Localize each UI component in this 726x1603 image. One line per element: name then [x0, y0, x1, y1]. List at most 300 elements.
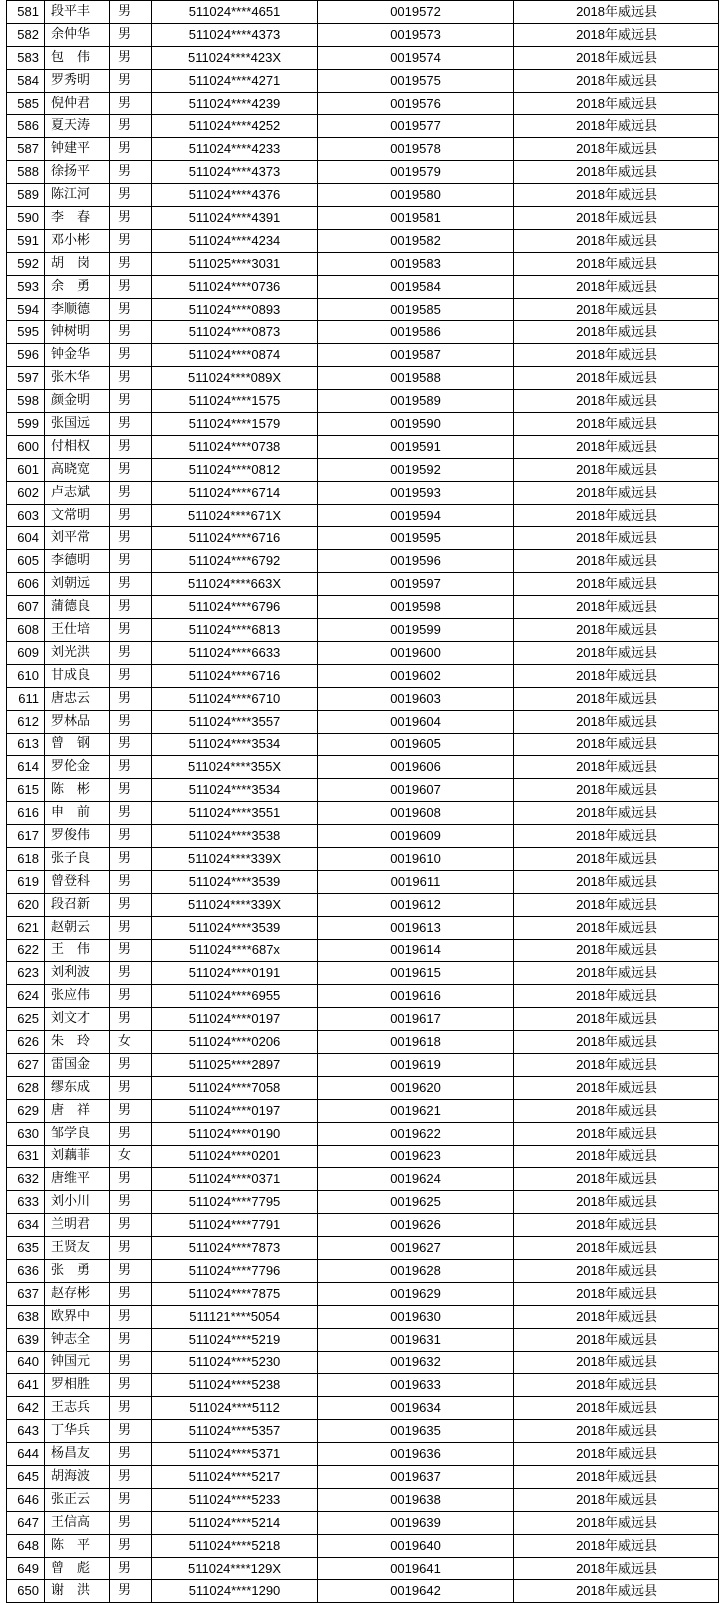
- id-number-cell: 511024****3551: [152, 802, 318, 825]
- person-name-cell: 钟建平: [45, 138, 110, 161]
- row-number-cell: 599: [7, 413, 45, 436]
- gender-cell: 男: [110, 1534, 152, 1557]
- year-county-cell: 2018年威远县: [514, 664, 719, 687]
- person-name-cell: 刘文才: [45, 1008, 110, 1031]
- row-number-cell: 645: [7, 1466, 45, 1489]
- row-number-cell: 585: [7, 92, 45, 115]
- id-number-cell: 511024****0201: [152, 1145, 318, 1168]
- gender-cell: 男: [110, 1237, 152, 1260]
- row-number-cell: 618: [7, 847, 45, 870]
- table-row: [7, 413, 719, 436]
- certificate-number-cell: 0019600: [318, 641, 514, 664]
- id-number-cell: 511024****0191: [152, 962, 318, 985]
- table-row: [7, 1580, 719, 1603]
- gender-cell: 男: [110, 1466, 152, 1489]
- table-row: [7, 733, 719, 756]
- row-number-cell: 631: [7, 1145, 45, 1168]
- gender-cell: 男: [110, 344, 152, 367]
- year-county-cell: 2018年威远县: [514, 1397, 719, 1420]
- table-row: [7, 69, 719, 92]
- row-number-cell: 650: [7, 1580, 45, 1603]
- year-county-cell: 2018年威远县: [514, 458, 719, 481]
- table-row: [7, 229, 719, 252]
- id-number-cell: 511024****5214: [152, 1511, 318, 1534]
- gender-cell: 男: [110, 92, 152, 115]
- year-county-cell: 2018年威远县: [514, 1008, 719, 1031]
- year-county-cell: 2018年威远县: [514, 435, 719, 458]
- gender-cell: 男: [110, 1557, 152, 1580]
- gender-cell: 男: [110, 1397, 152, 1420]
- certificate-number-cell: 0019593: [318, 481, 514, 504]
- id-number-cell: 511024****7873: [152, 1237, 318, 1260]
- row-number-cell: 646: [7, 1488, 45, 1511]
- row-number-cell: 609: [7, 641, 45, 664]
- table-row: [7, 298, 719, 321]
- gender-cell: 男: [110, 229, 152, 252]
- gender-cell: 男: [110, 1076, 152, 1099]
- person-name-cell: 刘藕菲: [45, 1145, 110, 1168]
- table-row: [7, 1191, 719, 1214]
- gender-cell: 男: [110, 413, 152, 436]
- year-county-cell: 2018年威远县: [514, 1259, 719, 1282]
- id-number-cell: 511024****7791: [152, 1214, 318, 1237]
- id-number-cell: 511024****5218: [152, 1534, 318, 1557]
- id-number-cell: 511024****6792: [152, 550, 318, 573]
- certificate-number-cell: 0019583: [318, 252, 514, 275]
- person-name-cell: 钟金华: [45, 344, 110, 367]
- id-number-cell: 511024****3534: [152, 733, 318, 756]
- person-name-cell: 李顺德: [45, 298, 110, 321]
- id-number-cell: 511024****5219: [152, 1328, 318, 1351]
- year-county-cell: 2018年威远县: [514, 641, 719, 664]
- gender-cell: 男: [110, 802, 152, 825]
- table-row: [7, 1168, 719, 1191]
- person-name-cell: 李德明: [45, 550, 110, 573]
- gender-cell: 男: [110, 962, 152, 985]
- certificate-number-cell: 0019635: [318, 1420, 514, 1443]
- certificate-number-cell: 0019623: [318, 1145, 514, 1168]
- year-county-cell: 2018年威远县: [514, 367, 719, 390]
- row-number-cell: 625: [7, 1008, 45, 1031]
- year-county-cell: 2018年威远县: [514, 275, 719, 298]
- year-county-cell: 2018年威远县: [514, 1374, 719, 1397]
- row-number-cell: 627: [7, 1053, 45, 1076]
- certificate-number-cell: 0019598: [318, 596, 514, 619]
- person-name-cell: 段平丰: [45, 1, 110, 24]
- row-number-cell: 581: [7, 1, 45, 24]
- row-number-cell: 612: [7, 710, 45, 733]
- person-name-cell: 刘朝远: [45, 573, 110, 596]
- year-county-cell: 2018年威远县: [514, 1031, 719, 1054]
- year-county-cell: 2018年威远县: [514, 1099, 719, 1122]
- person-name-cell: 甘成良: [45, 664, 110, 687]
- year-county-cell: 2018年威远县: [514, 1466, 719, 1489]
- person-name-cell: 陈 平: [45, 1534, 110, 1557]
- table-row: [7, 1031, 719, 1054]
- table-row: [7, 504, 719, 527]
- certificate-number-cell: 0019637: [318, 1466, 514, 1489]
- row-number-cell: 598: [7, 390, 45, 413]
- table-row: [7, 321, 719, 344]
- id-number-cell: 511024****0738: [152, 435, 318, 458]
- year-county-cell: 2018年威远县: [514, 390, 719, 413]
- certificate-number-cell: 0019602: [318, 664, 514, 687]
- table-row: [7, 710, 719, 733]
- certificate-number-cell: 0019609: [318, 825, 514, 848]
- table-row: [7, 1534, 719, 1557]
- row-number-cell: 636: [7, 1259, 45, 1282]
- gender-cell: 男: [110, 1053, 152, 1076]
- person-name-cell: 刘平常: [45, 527, 110, 550]
- id-number-cell: 511024****0893: [152, 298, 318, 321]
- table-row: [7, 1008, 719, 1031]
- gender-cell: 男: [110, 1488, 152, 1511]
- gender-cell: 男: [110, 298, 152, 321]
- person-name-cell: 雷国金: [45, 1053, 110, 1076]
- person-name-cell: 曾 彪: [45, 1557, 110, 1580]
- row-number-cell: 639: [7, 1328, 45, 1351]
- id-number-cell: 511121****5054: [152, 1305, 318, 1328]
- year-county-cell: 2018年威远县: [514, 1053, 719, 1076]
- year-county-cell: 2018年威远县: [514, 756, 719, 779]
- year-county-cell: 2018年威远县: [514, 481, 719, 504]
- table-row: [7, 1557, 719, 1580]
- row-number-cell: 606: [7, 573, 45, 596]
- person-name-cell: 谢 洪: [45, 1580, 110, 1603]
- table-row: [7, 870, 719, 893]
- certificate-number-cell: 0019627: [318, 1237, 514, 1260]
- person-name-cell: 罗伦金: [45, 756, 110, 779]
- gender-cell: 女: [110, 1031, 152, 1054]
- gender-cell: 男: [110, 23, 152, 46]
- id-number-cell: 511024****6716: [152, 664, 318, 687]
- certificate-number-cell: 0019599: [318, 619, 514, 642]
- certificate-number-cell: 0019629: [318, 1282, 514, 1305]
- table-row: [7, 825, 719, 848]
- table-row: [7, 1511, 719, 1534]
- person-name-cell: 罗俊伟: [45, 825, 110, 848]
- person-name-cell: 王 伟: [45, 939, 110, 962]
- certificate-number-cell: 0019594: [318, 504, 514, 527]
- row-number-cell: 632: [7, 1168, 45, 1191]
- person-name-cell: 唐忠云: [45, 687, 110, 710]
- id-number-cell: 511024****6710: [152, 687, 318, 710]
- year-county-cell: 2018年威远县: [514, 23, 719, 46]
- gender-cell: 男: [110, 1099, 152, 1122]
- id-number-cell: 511024****6955: [152, 985, 318, 1008]
- gender-cell: 女: [110, 1145, 152, 1168]
- year-county-cell: 2018年威远县: [514, 939, 719, 962]
- id-number-cell: 511024****5233: [152, 1488, 318, 1511]
- year-county-cell: 2018年威远县: [514, 1237, 719, 1260]
- person-name-cell: 王信高: [45, 1511, 110, 1534]
- certificate-number-cell: 0019587: [318, 344, 514, 367]
- id-number-cell: 511024****3538: [152, 825, 318, 848]
- person-name-cell: 唐 祥: [45, 1099, 110, 1122]
- year-county-cell: 2018年威远县: [514, 413, 719, 436]
- person-name-cell: 罗秀明: [45, 69, 110, 92]
- table-row: [7, 1237, 719, 1260]
- year-county-cell: 2018年威远县: [514, 1076, 719, 1099]
- table-row: [7, 1397, 719, 1420]
- gender-cell: 男: [110, 458, 152, 481]
- id-number-cell: 511024****0874: [152, 344, 318, 367]
- certificate-number-cell: 0019642: [318, 1580, 514, 1603]
- table-row: [7, 550, 719, 573]
- table-row: [7, 1145, 719, 1168]
- person-name-cell: 罗林品: [45, 710, 110, 733]
- certificate-number-cell: 0019582: [318, 229, 514, 252]
- certificate-number-cell: 0019607: [318, 779, 514, 802]
- certificate-number-cell: 0019636: [318, 1443, 514, 1466]
- certificate-number-cell: 0019589: [318, 390, 514, 413]
- year-county-cell: 2018年威远县: [514, 779, 719, 802]
- table-row: [7, 92, 719, 115]
- certificate-number-cell: 0019638: [318, 1488, 514, 1511]
- row-number-cell: 597: [7, 367, 45, 390]
- year-county-cell: 2018年威远县: [514, 1328, 719, 1351]
- roster-table: [6, 0, 719, 1603]
- table-row: [7, 184, 719, 207]
- row-number-cell: 588: [7, 161, 45, 184]
- year-county-cell: 2018年威远县: [514, 802, 719, 825]
- gender-cell: 男: [110, 710, 152, 733]
- certificate-number-cell: 0019580: [318, 184, 514, 207]
- row-number-cell: 604: [7, 527, 45, 550]
- person-name-cell: 包 伟: [45, 46, 110, 69]
- year-county-cell: 2018年威远县: [514, 687, 719, 710]
- year-county-cell: 2018年威远县: [514, 1420, 719, 1443]
- table-row: [7, 619, 719, 642]
- table-row: [7, 1305, 719, 1328]
- year-county-cell: 2018年威远县: [514, 229, 719, 252]
- table-row: [7, 1, 719, 24]
- gender-cell: 男: [110, 687, 152, 710]
- gender-cell: 男: [110, 1351, 152, 1374]
- year-county-cell: 2018年威远县: [514, 1511, 719, 1534]
- certificate-number-cell: 0019614: [318, 939, 514, 962]
- person-name-cell: 钟国元: [45, 1351, 110, 1374]
- id-number-cell: 511024****4233: [152, 138, 318, 161]
- id-number-cell: 511024****0206: [152, 1031, 318, 1054]
- certificate-number-cell: 0019605: [318, 733, 514, 756]
- row-number-cell: 603: [7, 504, 45, 527]
- certificate-number-cell: 0019604: [318, 710, 514, 733]
- row-number-cell: 587: [7, 138, 45, 161]
- certificate-number-cell: 0019630: [318, 1305, 514, 1328]
- certificate-number-cell: 0019639: [318, 1511, 514, 1534]
- gender-cell: 男: [110, 390, 152, 413]
- id-number-cell: 511024****1290: [152, 1580, 318, 1603]
- certificate-number-cell: 0019608: [318, 802, 514, 825]
- person-name-cell: 杨昌友: [45, 1443, 110, 1466]
- year-county-cell: 2018年威远县: [514, 207, 719, 230]
- id-number-cell: 511024****4376: [152, 184, 318, 207]
- id-number-cell: 511024****7796: [152, 1259, 318, 1282]
- person-name-cell: 蒲德良: [45, 596, 110, 619]
- id-number-cell: 511024****7795: [152, 1191, 318, 1214]
- table-row: [7, 161, 719, 184]
- gender-cell: 男: [110, 1282, 152, 1305]
- gender-cell: 男: [110, 69, 152, 92]
- gender-cell: 男: [110, 550, 152, 573]
- row-number-cell: 640: [7, 1351, 45, 1374]
- table-row: [7, 1466, 719, 1489]
- gender-cell: 男: [110, 1168, 152, 1191]
- row-number-cell: 610: [7, 664, 45, 687]
- table-row: [7, 641, 719, 664]
- person-name-cell: 欧界中: [45, 1305, 110, 1328]
- gender-cell: 男: [110, 1443, 152, 1466]
- year-county-cell: 2018年威远县: [514, 138, 719, 161]
- table-row: [7, 138, 719, 161]
- table-row: [7, 1374, 719, 1397]
- year-county-cell: 2018年威远县: [514, 92, 719, 115]
- id-number-cell: 511024****0873: [152, 321, 318, 344]
- id-number-cell: 511024****4373: [152, 23, 318, 46]
- person-name-cell: 赵存彬: [45, 1282, 110, 1305]
- gender-cell: 男: [110, 1008, 152, 1031]
- id-number-cell: 511024****6633: [152, 641, 318, 664]
- person-name-cell: 倪仲君: [45, 92, 110, 115]
- certificate-number-cell: 0019576: [318, 92, 514, 115]
- person-name-cell: 罗相胜: [45, 1374, 110, 1397]
- gender-cell: 男: [110, 275, 152, 298]
- row-number-cell: 611: [7, 687, 45, 710]
- certificate-number-cell: 0019597: [318, 573, 514, 596]
- certificate-number-cell: 0019584: [318, 275, 514, 298]
- gender-cell: 男: [110, 939, 152, 962]
- gender-cell: 男: [110, 1259, 152, 1282]
- gender-cell: 男: [110, 664, 152, 687]
- id-number-cell: 511024****5230: [152, 1351, 318, 1374]
- id-number-cell: 511024****6796: [152, 596, 318, 619]
- person-name-cell: 刘利波: [45, 962, 110, 985]
- id-number-cell: 511024****0736: [152, 275, 318, 298]
- person-name-cell: 张应伟: [45, 985, 110, 1008]
- gender-cell: 男: [110, 435, 152, 458]
- person-name-cell: 余仲华: [45, 23, 110, 46]
- id-number-cell: 511024****0371: [152, 1168, 318, 1191]
- table-row: [7, 458, 719, 481]
- roster-table-body: [7, 1, 719, 1603]
- gender-cell: 男: [110, 756, 152, 779]
- person-name-cell: 夏天涛: [45, 115, 110, 138]
- certificate-number-cell: 0019634: [318, 1397, 514, 1420]
- year-county-cell: 2018年威远县: [514, 344, 719, 367]
- row-number-cell: 602: [7, 481, 45, 504]
- id-number-cell: 511025****3031: [152, 252, 318, 275]
- table-row: [7, 893, 719, 916]
- person-name-cell: 钟树明: [45, 321, 110, 344]
- gender-cell: 男: [110, 207, 152, 230]
- year-county-cell: 2018年威远县: [514, 1191, 719, 1214]
- certificate-number-cell: 0019574: [318, 46, 514, 69]
- row-number-cell: 596: [7, 344, 45, 367]
- person-name-cell: 徐扬平: [45, 161, 110, 184]
- row-number-cell: 590: [7, 207, 45, 230]
- gender-cell: 男: [110, 1511, 152, 1534]
- year-county-cell: 2018年威远县: [514, 46, 719, 69]
- row-number-cell: 620: [7, 893, 45, 916]
- gender-cell: 男: [110, 252, 152, 275]
- year-county-cell: 2018年威远县: [514, 298, 719, 321]
- gender-cell: 男: [110, 573, 152, 596]
- certificate-number-cell: 0019640: [318, 1534, 514, 1557]
- certificate-number-cell: 0019572: [318, 1, 514, 24]
- certificate-number-cell: 0019616: [318, 985, 514, 1008]
- id-number-cell: 511024****3534: [152, 779, 318, 802]
- table-row: [7, 962, 719, 985]
- year-county-cell: 2018年威远县: [514, 870, 719, 893]
- certificate-number-cell: 0019588: [318, 367, 514, 390]
- row-number-cell: 589: [7, 184, 45, 207]
- table-row: [7, 1214, 719, 1237]
- person-name-cell: 高晓宽: [45, 458, 110, 481]
- id-number-cell: 511024****129X: [152, 1557, 318, 1580]
- row-number-cell: 630: [7, 1122, 45, 1145]
- person-name-cell: 曾登科: [45, 870, 110, 893]
- person-name-cell: 王志兵: [45, 1397, 110, 1420]
- table-row: [7, 1488, 719, 1511]
- table-row: [7, 23, 719, 46]
- person-name-cell: 颜金明: [45, 390, 110, 413]
- year-county-cell: 2018年威远县: [514, 184, 719, 207]
- person-name-cell: 申 前: [45, 802, 110, 825]
- certificate-number-cell: 0019591: [318, 435, 514, 458]
- id-number-cell: 511024****4239: [152, 92, 318, 115]
- table-row: [7, 573, 719, 596]
- certificate-number-cell: 0019633: [318, 1374, 514, 1397]
- row-number-cell: 593: [7, 275, 45, 298]
- certificate-number-cell: 0019603: [318, 687, 514, 710]
- row-number-cell: 622: [7, 939, 45, 962]
- row-number-cell: 584: [7, 69, 45, 92]
- person-name-cell: 丁华兵: [45, 1420, 110, 1443]
- certificate-number-cell: 0019611: [318, 870, 514, 893]
- id-number-cell: 511024****0197: [152, 1099, 318, 1122]
- gender-cell: 男: [110, 733, 152, 756]
- person-name-cell: 张 勇: [45, 1259, 110, 1282]
- gender-cell: 男: [110, 985, 152, 1008]
- year-county-cell: 2018年威远县: [514, 1, 719, 24]
- year-county-cell: 2018年威远县: [514, 847, 719, 870]
- table-row: [7, 916, 719, 939]
- row-number-cell: 591: [7, 229, 45, 252]
- gender-cell: 男: [110, 367, 152, 390]
- gender-cell: 男: [110, 847, 152, 870]
- id-number-cell: 511025****2897: [152, 1053, 318, 1076]
- year-county-cell: 2018年威远县: [514, 733, 719, 756]
- year-county-cell: 2018年威远县: [514, 962, 719, 985]
- row-number-cell: 616: [7, 802, 45, 825]
- gender-cell: 男: [110, 504, 152, 527]
- person-name-cell: 邓小彬: [45, 229, 110, 252]
- year-county-cell: 2018年威远县: [514, 69, 719, 92]
- id-number-cell: 511024****1575: [152, 390, 318, 413]
- year-county-cell: 2018年威远县: [514, 1145, 719, 1168]
- table-row: [7, 252, 719, 275]
- year-county-cell: 2018年威远县: [514, 1488, 719, 1511]
- gender-cell: 男: [110, 321, 152, 344]
- person-name-cell: 缪东成: [45, 1076, 110, 1099]
- person-name-cell: 刘小川: [45, 1191, 110, 1214]
- gender-cell: 男: [110, 161, 152, 184]
- row-number-cell: 644: [7, 1443, 45, 1466]
- certificate-number-cell: 0019596: [318, 550, 514, 573]
- id-number-cell: 511024****4391: [152, 207, 318, 230]
- id-number-cell: 511024****6813: [152, 619, 318, 642]
